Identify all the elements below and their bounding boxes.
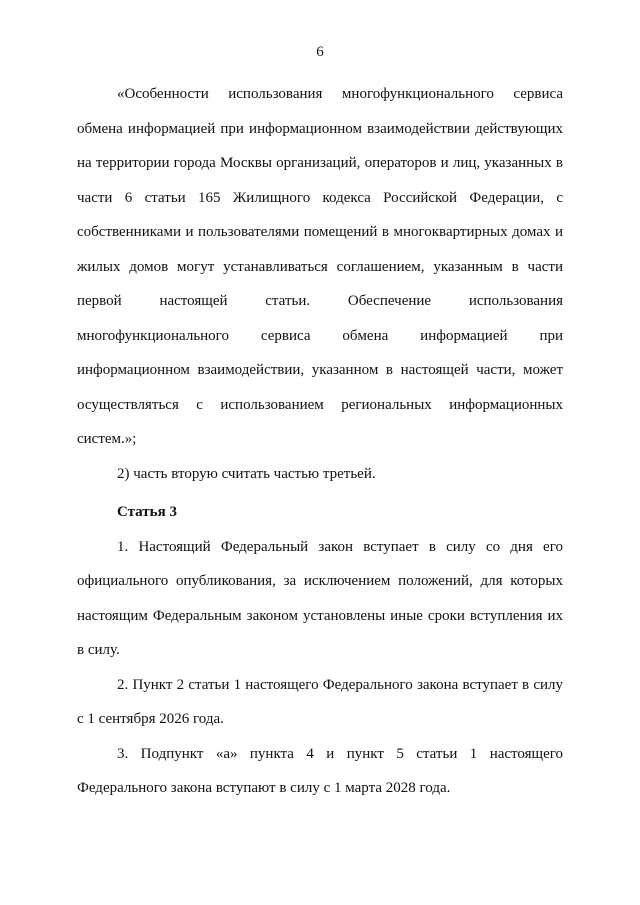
paragraph-quoted-amendment: «Особенности использования многофункционального сервиса обмена информацией при информационном взаимодействии действующих на территории города Москвы организаций, операторов и лиц, указанных в части 6 статьи 165 Жилищного кодекса Российской Федерации, с собственниками и пользователями помещений в многоквартирных домах и жилых домов могут устанавливаться соглашением, указанным в части первой настоящей статьи. Обеспечение использования многофункционального сервиса обмена информацией при информационном взаимодействии, указанном в настоящей части, может осуществляться с использованием региональных информационных систем.»; bbox=[77, 86, 563, 447]
paragraph-renumbering: 2) часть вторую считать частью третьей. bbox=[117, 465, 376, 482]
article-heading: Статья 3 bbox=[117, 504, 177, 520]
paragraph-entry-into-force-2: 2. Пункт 2 статьи 1 настоящего Федерального закона вступает в силу с 1 сентября 2026 года. bbox=[77, 676, 563, 727]
page-number: 6 bbox=[316, 44, 324, 60]
document-body bbox=[77, 77, 563, 806]
paragraph-entry-into-force-1: 1. Настоящий Федеральный закон вступает в силу со дня его официального опубликования, за исключением положений, для которых настоящим Федеральным законом установлены иные сроки вступления их в силу. bbox=[77, 538, 563, 658]
paragraph-entry-into-force-3: 3. Подпункт «а» пункта 4 и пункт 5 статьи 1 настоящего Федерального закона вступают в силу с 1 марта 2028 года. bbox=[77, 745, 563, 796]
